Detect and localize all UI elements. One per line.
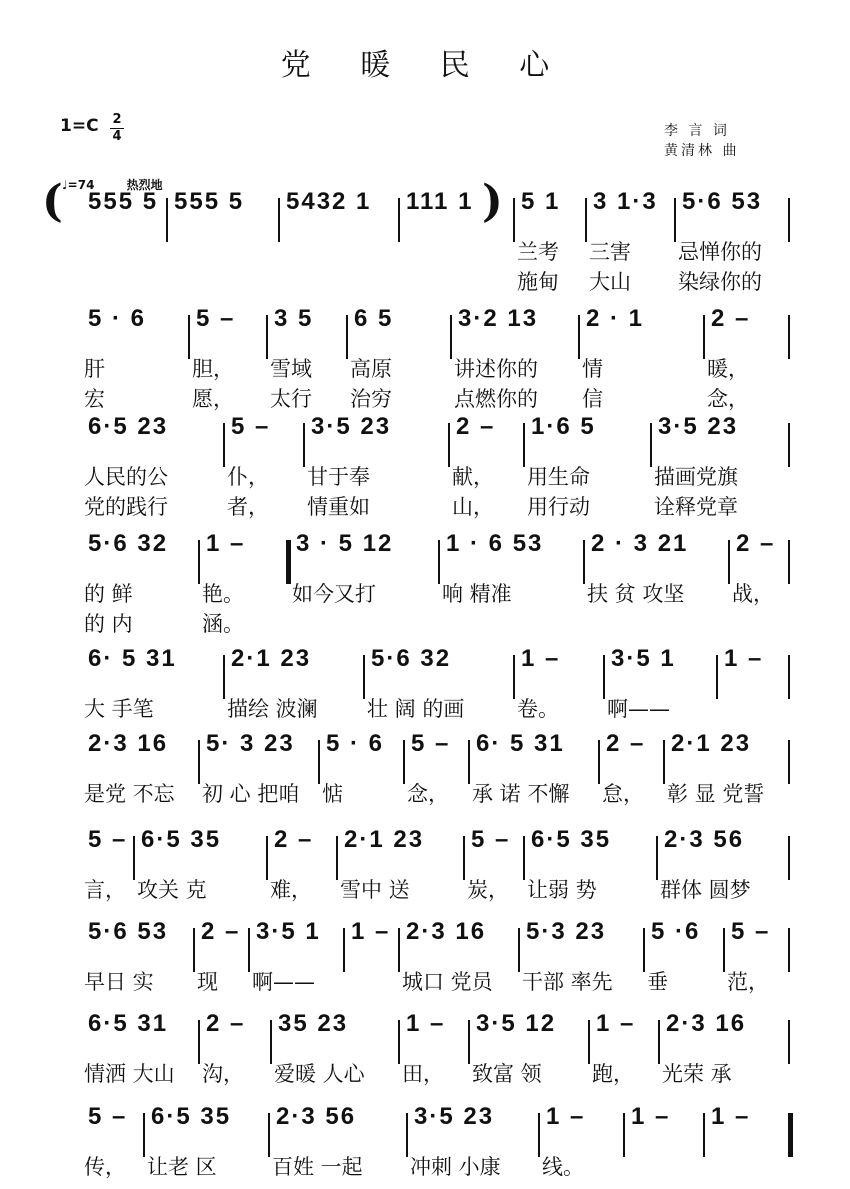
lyric-syllables: 治穷: [350, 387, 392, 411]
lyric-syllables: 战，: [732, 582, 774, 606]
lyric-syllables: 线。: [542, 1155, 584, 1179]
lyric-syllables: 百姓 一起: [272, 1155, 363, 1179]
lyric-syllables: 者，: [227, 495, 269, 519]
measure: 2·1 23: [344, 826, 425, 853]
lyric-syllables: 城口 党员: [402, 970, 493, 994]
measure: 5 ·6: [651, 918, 701, 945]
lyric-syllables: 现: [197, 970, 218, 994]
measure: 3·5 23: [658, 413, 739, 440]
lyric-syllables: 高原: [350, 357, 392, 381]
measure: 35 23: [278, 1010, 349, 1037]
lyric-syllables: 垂: [647, 970, 668, 994]
measure: 6·5 35: [151, 1103, 232, 1130]
measure: 3·5 23: [311, 413, 392, 440]
lyric-syllables: 卷。: [517, 697, 559, 721]
repeat-open-paren: (: [42, 176, 63, 227]
lyric-syllables: 田，: [402, 1062, 444, 1086]
measure: 1·6 5: [531, 413, 596, 440]
lyric-syllables: 太行: [270, 387, 312, 411]
lyric-syllables: 惦: [322, 782, 343, 806]
lyric-syllables: 如今又打: [292, 582, 376, 606]
lyric-syllables: 致富 领: [472, 1062, 542, 1086]
lyricist-credit: 李 言 词: [664, 123, 730, 139]
lyric-syllables: 人民的公: [84, 465, 168, 489]
measure: 111 1: [406, 188, 474, 215]
notation-system: [0, 305, 790, 359]
measure: 2·1 23: [231, 645, 312, 672]
measure: 1 –: [521, 645, 561, 672]
measure: 2·3 16: [406, 918, 487, 945]
lyric-syllables: 肝: [84, 357, 105, 381]
measure: 555 5: [174, 188, 245, 215]
lyric-line: [0, 1151, 790, 1181]
notation-system: [0, 645, 790, 699]
lyric-syllables: 愿，: [192, 387, 234, 411]
measure: 1 –: [546, 1103, 586, 1130]
lyric-syllables: 沟，: [202, 1062, 244, 1086]
notation-system: [0, 826, 790, 880]
measure: 2·1 23: [671, 730, 752, 757]
measure: 1 –: [351, 918, 391, 945]
lyric-syllables: 冲刺 小康: [410, 1155, 501, 1179]
lyric-syllables: 描绘 波澜: [227, 697, 318, 721]
lyric-syllables: 兰考: [517, 240, 559, 264]
lyric-syllables: 三害: [589, 240, 631, 264]
measure: 5· 3 23: [206, 730, 295, 757]
measure: 3 5: [274, 305, 314, 332]
measure: 2 –: [736, 530, 776, 557]
lyric-syllables: 宏: [84, 387, 105, 411]
lyric-syllables: 啊——: [607, 697, 670, 721]
lyric-syllables: 情重如: [307, 495, 370, 519]
measure: 5 –: [88, 1103, 128, 1130]
lyric-syllables: 难，: [270, 878, 312, 902]
lyric-syllables: 忌惮你的: [678, 240, 762, 264]
lyric-syllables: 雪中 送: [340, 878, 410, 902]
notation-system: [0, 1010, 790, 1064]
lyric-syllables: 点燃你的: [454, 387, 538, 411]
lyric-line: [0, 236, 790, 266]
lyric-line: [0, 778, 790, 808]
measure: 2 · 1: [586, 305, 645, 332]
measure: 5 –: [471, 826, 511, 853]
measure: 2 –: [606, 730, 646, 757]
measure: 3·5 23: [414, 1103, 495, 1130]
lyric-syllables: 怠，: [602, 782, 644, 806]
lyric-syllables: 壮 阔 的画: [367, 697, 465, 721]
notation-system: [0, 1103, 790, 1157]
lyric-syllables: 让老 区: [147, 1155, 217, 1179]
measure: 6·5 35: [141, 826, 222, 853]
lyric-line: [0, 966, 790, 996]
measure: 5432 1: [286, 188, 372, 215]
lyric-line: [0, 578, 790, 608]
lyric-line: [0, 383, 790, 413]
composer-credit: 黄清林 曲: [664, 143, 740, 159]
lyric-syllables: 啊——: [252, 970, 315, 994]
lyric-syllables: 胆，: [192, 357, 234, 381]
measure: 5 –: [88, 826, 128, 853]
lyric-syllables: 情洒 大山: [84, 1062, 175, 1086]
lyric-syllables: 念，: [707, 387, 749, 411]
measure: 5 –: [411, 730, 451, 757]
tempo-mark: ♩=74: [62, 178, 95, 192]
notation-system: [0, 918, 790, 972]
lyric-syllables: 的 内: [84, 612, 133, 636]
tempo-expression: 热烈地: [126, 178, 163, 192]
lyric-syllables: 献，: [452, 465, 494, 489]
measure: 1 –: [406, 1010, 446, 1037]
time-signature: [110, 113, 124, 144]
lyric-syllables: 暖，: [707, 357, 749, 381]
notation-system: [0, 730, 790, 784]
lyric-line: [0, 608, 790, 638]
lyric-syllables: 仆，: [227, 465, 269, 489]
lyric-syllables: 响 精准: [442, 582, 512, 606]
lyric-syllables: 情: [582, 357, 603, 381]
lyric-syllables: 干部 率先: [522, 970, 613, 994]
measure: 5·6 53: [88, 918, 169, 945]
measure: 3 1·3: [593, 188, 658, 215]
measure: 5 –: [231, 413, 271, 440]
lyric-line: [0, 353, 790, 383]
lyric-syllables: 攻关 克: [137, 878, 207, 902]
lyric-syllables: 雪域: [270, 357, 312, 381]
lyric-syllables: 让弱 势: [527, 878, 597, 902]
measure: 6· 5 31: [476, 730, 565, 757]
measure: 3·5 12: [476, 1010, 557, 1037]
lyric-line: [0, 461, 790, 491]
notation-system: [0, 413, 790, 467]
measure: 2 · 3 21: [591, 530, 689, 557]
measure: 1 –: [206, 530, 246, 557]
lyric-syllables: 彰 显 党誓: [667, 782, 765, 806]
lyric-syllables: 早日 实: [84, 970, 154, 994]
measure: 2 –: [206, 1010, 246, 1037]
lyric-syllables: 信: [582, 387, 603, 411]
measure: 2 –: [201, 918, 241, 945]
measure: 2·3 16: [88, 730, 169, 757]
lyric-syllables: 甘于奉: [307, 465, 370, 489]
lyric-syllables: 炭，: [467, 878, 509, 902]
measure: 1 –: [711, 1103, 751, 1130]
measure: 2·3 56: [276, 1103, 357, 1130]
measure: 3·2 13: [458, 305, 539, 332]
lyric-syllables: 承 诺 不懈: [472, 782, 570, 806]
lyric-syllables: 念，: [407, 782, 449, 806]
lyric-line: [0, 491, 790, 521]
measure: 6·5 31: [88, 1010, 169, 1037]
lyric-syllables: 艳。: [202, 582, 244, 606]
lyric-syllables: 描画党旗: [654, 465, 738, 489]
measure: 1 –: [724, 645, 764, 672]
measure: 5 1: [521, 188, 561, 215]
lyric-syllables: 群体 圆梦: [660, 878, 751, 902]
lyric-syllables: 初 心 把咱: [202, 782, 300, 806]
measure: 2 –: [274, 826, 314, 853]
measure: 6 5: [354, 305, 394, 332]
lyric-syllables: 讲述你的: [454, 357, 538, 381]
lyric-syllables: 光荣 承: [662, 1062, 732, 1086]
lyric-line: [0, 693, 790, 723]
lyric-syllables: 爱暖 人心: [274, 1062, 365, 1086]
measure: 2·3 16: [666, 1010, 747, 1037]
song-title: 党 暖 民 心: [280, 48, 570, 83]
lyric-line: [0, 1058, 790, 1088]
measure: 1 · 6 53: [446, 530, 544, 557]
measure: 1 –: [596, 1010, 636, 1037]
lyric-syllables: 诠释党章: [654, 495, 738, 519]
lyric-line: [0, 266, 790, 296]
lyric-syllables: 用生命: [527, 465, 590, 489]
lyric-syllables: 大 手笔: [84, 697, 154, 721]
lyric-syllables: 大山: [589, 270, 631, 294]
lyric-syllables: 山，: [452, 495, 494, 519]
measure: 3·5 1: [256, 918, 321, 945]
measure: 6·5 35: [531, 826, 612, 853]
measure: 5·6 32: [88, 530, 169, 557]
measure: 2·3 56: [664, 826, 745, 853]
time-top: 2: [112, 112, 122, 127]
lyric-syllables: 党的践行: [84, 495, 168, 519]
measure: 5·3 23: [526, 918, 607, 945]
lyric-syllables: 染绿你的: [678, 270, 762, 294]
lyric-syllables: 是党 不忘: [84, 782, 175, 806]
lyric-syllables: 言，: [84, 878, 126, 902]
lyric-syllables: 施甸: [517, 270, 559, 294]
measure: 555 5: [88, 188, 159, 215]
notation-system: [0, 530, 790, 584]
measure: 5·6 32: [371, 645, 452, 672]
measure: 5 · 6: [326, 730, 385, 757]
lyric-syllables: 用行动: [527, 495, 590, 519]
measure: 5 –: [196, 305, 236, 332]
lyric-syllables: 跑，: [592, 1062, 634, 1086]
measure: 5 · 6: [88, 305, 147, 332]
measure: 5·6 53: [682, 188, 763, 215]
lyric-syllables: 传，: [84, 1155, 126, 1179]
measure: 3 · 5 12: [296, 530, 394, 557]
time-bottom: 4: [112, 129, 122, 144]
measure: 6· 5 31: [88, 645, 177, 672]
repeat-close-paren: ): [482, 176, 503, 227]
key-signature: 1=C: [60, 116, 99, 136]
measure: 2 –: [711, 305, 751, 332]
lyric-syllables: 涵。: [202, 612, 244, 636]
lyric-syllables: 的 鲜: [84, 582, 133, 606]
lyric-syllables: 扶 贫 攻坚: [587, 582, 685, 606]
lyric-syllables: 范，: [727, 970, 769, 994]
measure: 5 –: [731, 918, 771, 945]
lyric-line: [0, 874, 790, 904]
measure: 1 –: [631, 1103, 671, 1130]
measure: 2 –: [456, 413, 496, 440]
measure: 3·5 1: [611, 645, 676, 672]
measure: 6·5 23: [88, 413, 169, 440]
